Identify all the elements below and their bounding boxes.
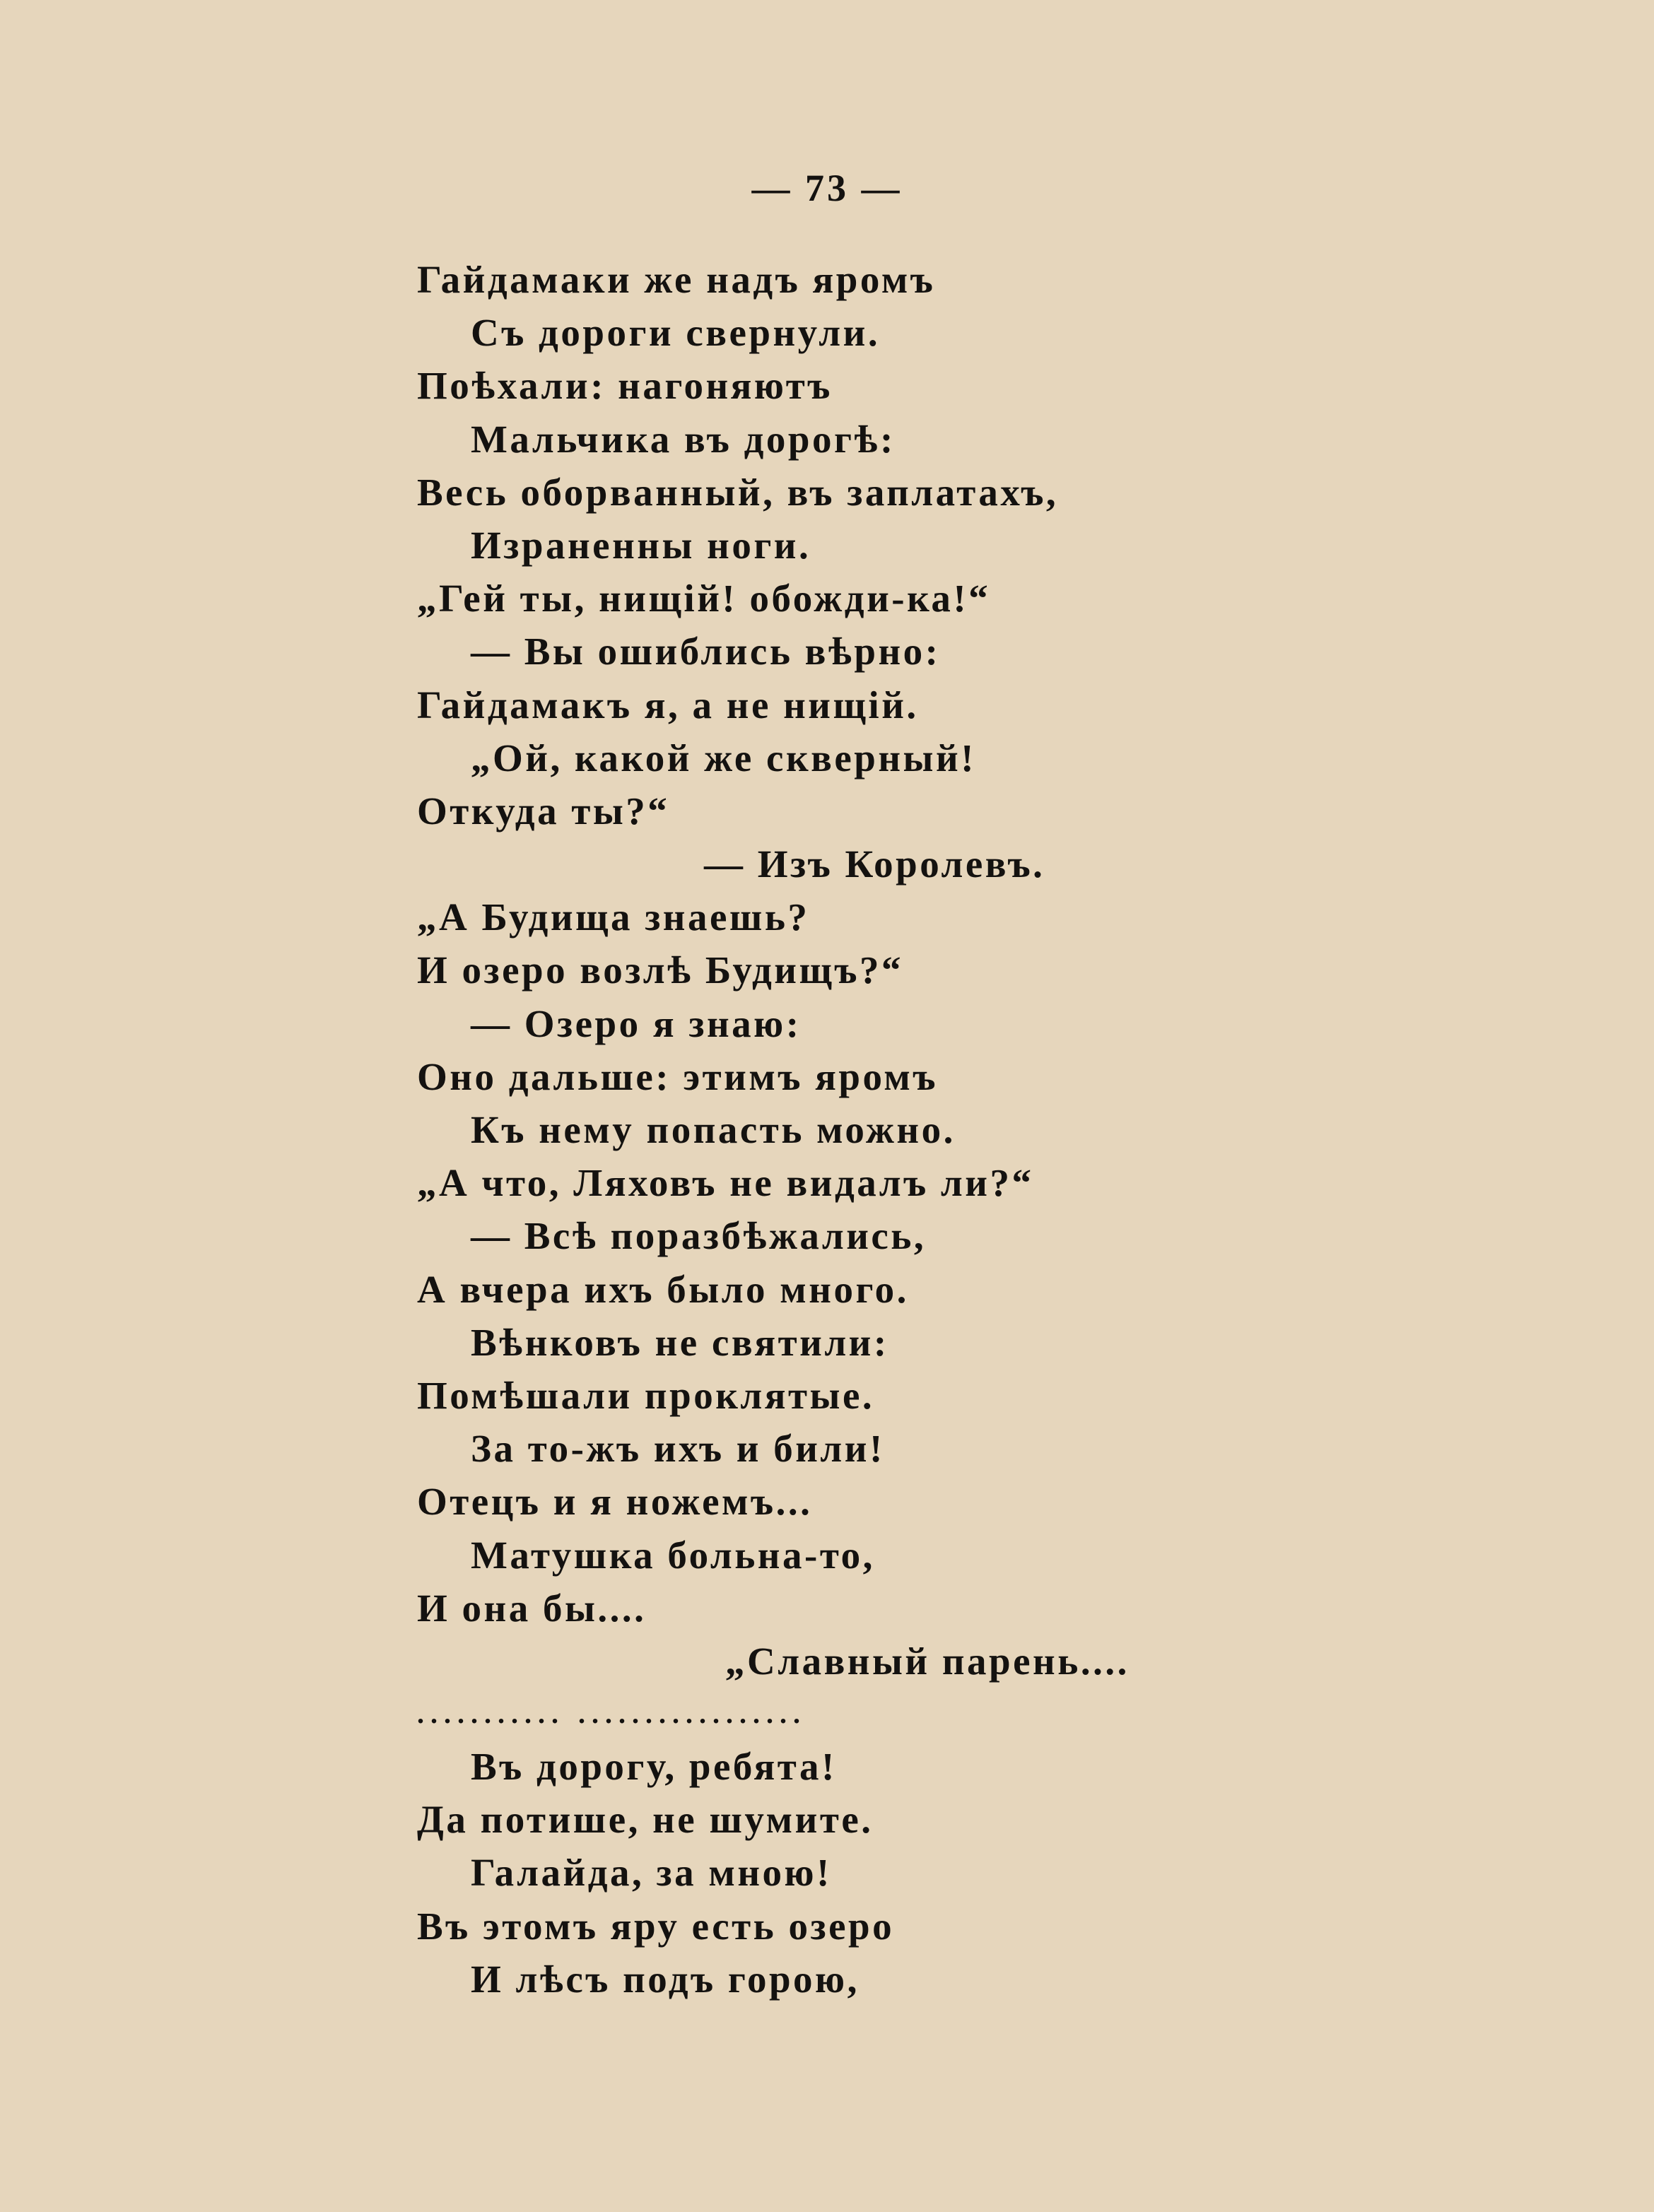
verse-line: Гайдамакъ я, а не нищій. bbox=[417, 683, 919, 726]
verse-line: Матушка больна-то, bbox=[471, 1533, 875, 1577]
ellipsis-divider: ........... ................. bbox=[417, 1698, 807, 1730]
verse-line: Да потише, не шумите. bbox=[417, 1798, 874, 1842]
verse-line: Вѣнковъ не святили: bbox=[471, 1320, 889, 1364]
verse-line: Оно дальше: этимъ яромъ bbox=[417, 1054, 938, 1098]
verse-line: — Вы ошиблись вѣрно: bbox=[471, 630, 941, 673]
verse-line: Поѣхали: нагоняютъ bbox=[417, 364, 833, 408]
verse-line: Весь оборванный, въ заплатахъ, bbox=[417, 470, 1059, 514]
verse-block bbox=[417, 253, 1301, 2006]
verse-line: Израненны ноги. bbox=[471, 523, 811, 567]
verse-line: „Гей ты, нищій! обожди-ка!“ bbox=[417, 577, 991, 620]
verse-line: Помѣшали проклятые. bbox=[417, 1373, 875, 1417]
verse-line: Въ дорогу, ребята! bbox=[471, 1745, 837, 1789]
verse-line: За то-жъ ихъ и били! bbox=[471, 1427, 885, 1471]
verse-line: „Ой, какой же скверный! bbox=[471, 736, 976, 780]
page-number: — 73 — bbox=[751, 167, 903, 209]
verse-line: Галайда, за мною! bbox=[471, 1851, 832, 1895]
verse-line: Въ этомъ яру есть озеро bbox=[417, 1904, 895, 1948]
verse-line: И озеро возлѣ Будищъ?“ bbox=[417, 948, 903, 992]
verse-line: „А что, Ляховъ не видалъ ли?“ bbox=[417, 1161, 1034, 1205]
verse-line: Мальчика въ дорогѣ: bbox=[471, 417, 896, 461]
verse-line: — Всѣ поразбѣжались, bbox=[471, 1214, 927, 1258]
verse-line: А вчера ихъ было много. bbox=[417, 1267, 909, 1311]
verse-line: — Изъ Королевъ. bbox=[704, 842, 1045, 886]
verse-line: „Славный парень.... bbox=[725, 1639, 1130, 1683]
verse-line: И она бы.... bbox=[417, 1586, 647, 1630]
verse-line: „А Будища знаешь? bbox=[417, 895, 810, 939]
verse-line: — Озеро я знаю: bbox=[471, 1001, 802, 1045]
verse-line: Отецъ и я ножемъ... bbox=[417, 1480, 813, 1524]
verse-line: Откуда ты?“ bbox=[417, 789, 670, 833]
verse-line: Къ нему попасть можно. bbox=[471, 1108, 956, 1151]
verse-line: И лѣсъ подъ горою, bbox=[471, 1957, 860, 2001]
verse-line: Гайдамаки же надъ яромъ bbox=[417, 258, 936, 301]
verse-line: Съ дороги свернули. bbox=[471, 311, 881, 355]
